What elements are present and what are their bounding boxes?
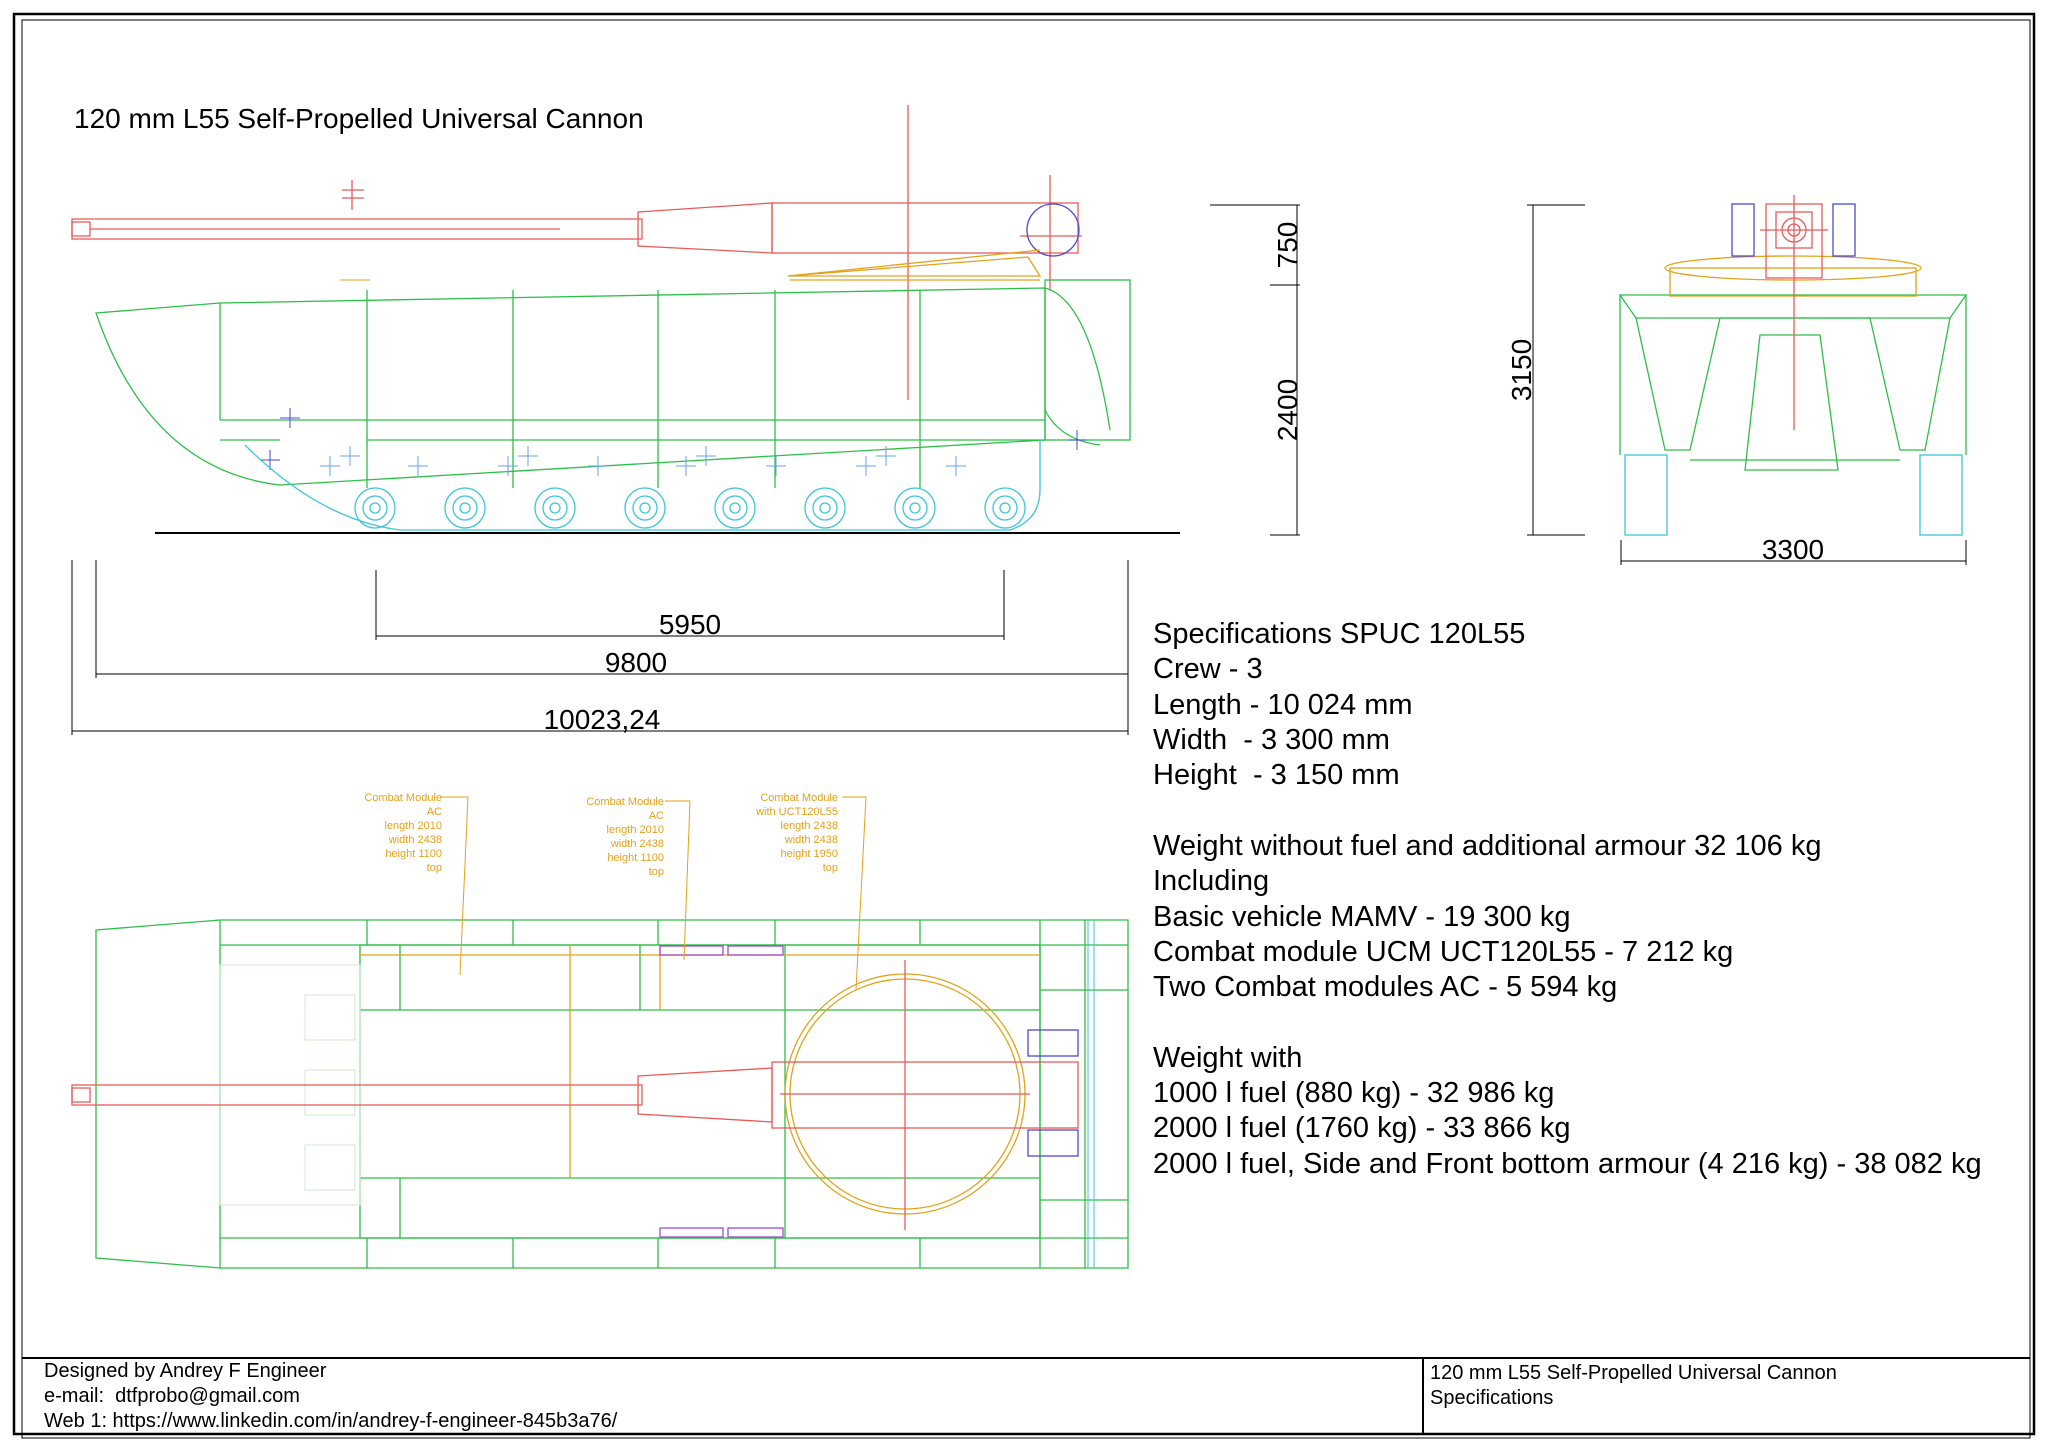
- spec-fuel-armour: 2000 l fuel, Side and Front bottom armour (4 216 kg) - 38 082 kg: [1153, 1148, 1982, 1180]
- gun-barrel-side: [72, 105, 1082, 400]
- footer-title-line2: Specifications: [1430, 1387, 1554, 1409]
- footer-title-line1: 120 mm L55 Self-Propelled Universal Cannon: [1430, 1362, 1837, 1384]
- hull-marks-side: [260, 408, 1086, 470]
- spec-length: Length - 10 024 mm: [1153, 689, 1413, 721]
- spec-weight-without: Weight without fuel and additional armour 32 106 kg: [1153, 830, 1822, 862]
- callout-combat-module-3: Combat Module with UCT120L55 length 2438 width 2438 height 1950 top: [756, 792, 838, 874]
- hull-side: [96, 280, 1130, 488]
- footer-email: e-mail: dtfprobo@gmail.com: [44, 1385, 300, 1407]
- spec-combat-modules-ac: Two Combat modules AC - 5 594 kg: [1153, 971, 1618, 1003]
- spec-fuel-2000: 2000 l fuel (1760 kg) - 33 866 kg: [1153, 1112, 1571, 1144]
- front-turret: [1665, 256, 1921, 296]
- dim-wheelbase: 5950: [658, 609, 722, 640]
- front-tracks: [1625, 455, 1962, 535]
- gun-mantlet-side: [1027, 204, 1079, 256]
- spec-height: Height - 3 150 mm: [1153, 759, 1400, 791]
- drawing-title: 120 mm L55 Self-Propelled Universal Cannon: [74, 103, 644, 134]
- dim-total-length: 10023,24: [543, 704, 661, 735]
- spec-combat-module-ucm: Combat module UCM UCT120L55 - 7 212 kg: [1153, 936, 1734, 968]
- spec-width: Width - 3 300 mm: [1153, 724, 1390, 756]
- footer-designer: Designed by Andrey F Engineer: [44, 1360, 327, 1382]
- spec-basic-vehicle: Basic vehicle MAMV - 19 300 kg: [1153, 901, 1571, 933]
- callout-combat-module-2: Combat Module AC length 2010 width 2438 height 1100 top: [586, 796, 664, 878]
- outer-frame: [14, 14, 2034, 1434]
- top-tracks-edge: [1088, 920, 1094, 1268]
- spec-fuel-1000: 1000 l fuel (880 kg) - 32 986 kg: [1153, 1077, 1555, 1109]
- inner-frame: [22, 20, 2030, 1438]
- spec-heading: Specifications SPUC 120L55: [1153, 618, 1526, 650]
- footer-web: Web 1: https://www.linkedin.com/in/andrey-f-engineer-845b3a76/: [44, 1410, 618, 1432]
- spec-crew: Crew - 3: [1153, 653, 1263, 685]
- track-side: [245, 440, 1040, 530]
- top-turret: [360, 945, 1040, 1214]
- top-gun: [72, 960, 1078, 1230]
- side-view: [72, 105, 1180, 533]
- callout-combat-module-1: Combat Module AC length 2010 width 2438 height 1100 top: [364, 792, 442, 874]
- turret-side: [340, 250, 1040, 280]
- top-purple-boxes: [660, 946, 783, 1237]
- dim-width: 3300: [1761, 534, 1825, 565]
- top-blue-boxes: [1028, 1030, 1078, 1156]
- spec-weight-with: Weight with: [1153, 1042, 1303, 1074]
- dim-hull-height: 2400: [1272, 378, 1303, 442]
- front-hull: [1620, 295, 1966, 470]
- spec-including: Including: [1153, 865, 1270, 897]
- front-gun: [1760, 195, 1828, 430]
- dim-hull-length: 9800: [604, 647, 668, 678]
- dim-total-height: 3150: [1506, 338, 1537, 402]
- front-view: [1620, 195, 1966, 535]
- dim-turret-height: 750: [1272, 221, 1303, 269]
